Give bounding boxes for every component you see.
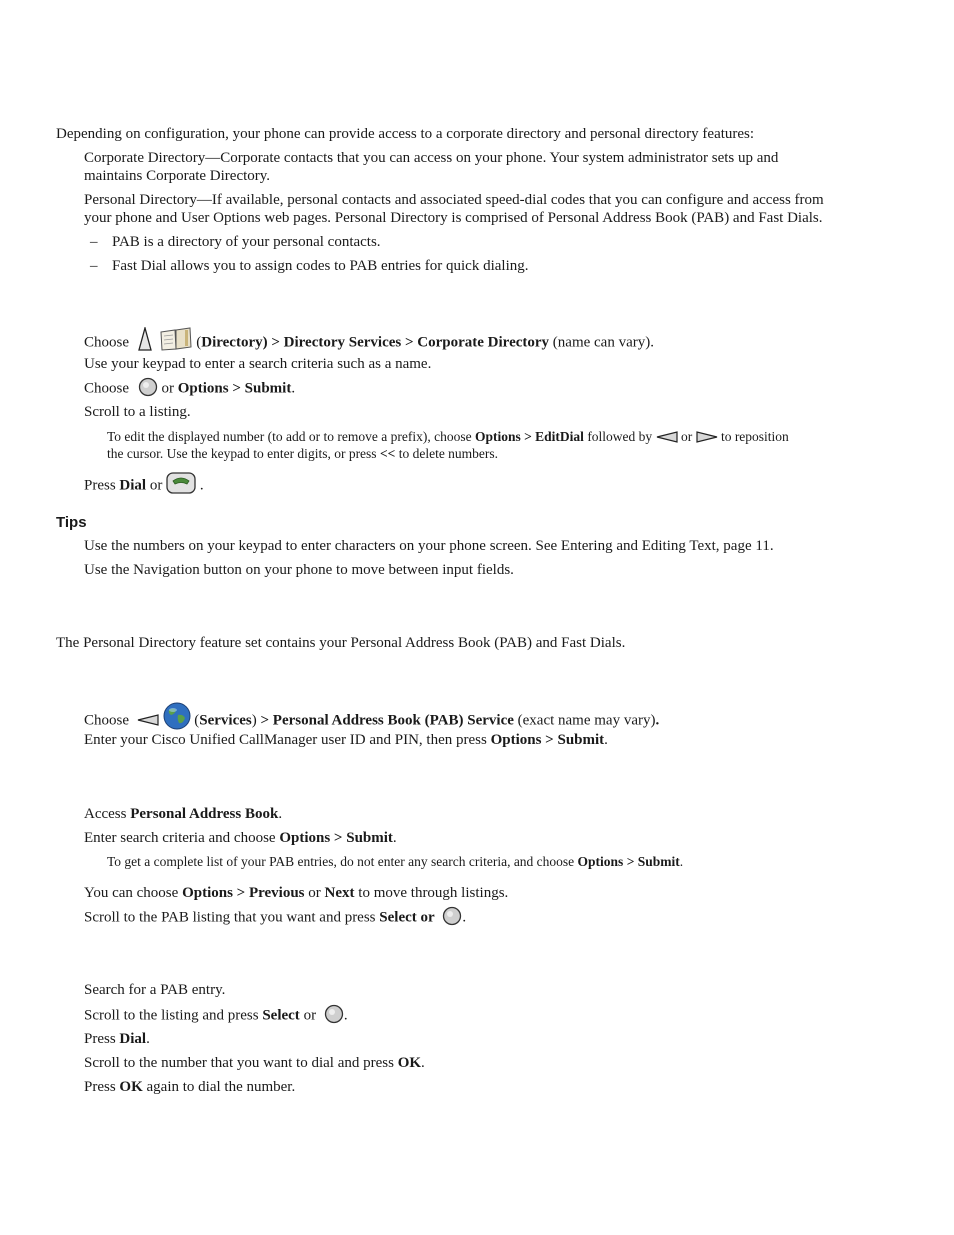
- bullet-marker: –: [90, 258, 98, 274]
- bullet-marker: –: [90, 234, 98, 250]
- select-button-icon: [138, 377, 158, 397]
- personal-directory-desc-line2: your phone and User Options web pages. Personal Directory is comprised of Personal Address Book (PAB) and Fast Dials.: [84, 210, 823, 226]
- search-step-1: Access Personal Address Book.: [84, 806, 283, 822]
- intro-paragraph: Depending on configuration, your phone can provide access to a corporate directory and personal directory features:: [56, 126, 755, 142]
- search-note: To get a complete list of your PAB entries, do not enter any search criteria, and choose Options > Submit.: [107, 854, 684, 869]
- login-step-2: Enter your Cisco Unified CallManager user ID and PIN, then press Options > Submit.: [84, 732, 608, 748]
- dial-step-2: Scroll to the listing and press Select or .: [84, 1006, 348, 1026]
- corp-step-5: Press Dial or .: [84, 475, 204, 497]
- services-globe-icon: [163, 702, 191, 730]
- select-button-icon: [442, 906, 462, 926]
- corp-step-1: Choose (Directory) > Directory Services > Corporate Directory (name can vary).: [84, 330, 654, 356]
- navigation-left-arrow-icon: [137, 714, 159, 726]
- tip-keypad: Use the numbers on your keypad to enter characters on your phone screen. See Entering and Editing Text, page 11.: [84, 538, 774, 554]
- corporate-directory-desc-line1: Corporate Directory—Corporate contacts that you can access on your phone. Your system administrator sets up and: [84, 150, 779, 166]
- dial-step-4: Scroll to the number that you want to dial and press OK.: [84, 1055, 425, 1071]
- corp-edit-note-line1: To edit the displayed number (to add or to remove a prefix), choose Options > EditDial followed by or to reposition: [107, 429, 789, 444]
- navigation-up-arrow-icon: [138, 327, 152, 351]
- tip-navigation: Use the Navigation button on your phone to move between input fields.: [84, 562, 514, 578]
- select-button-icon: [324, 1004, 344, 1024]
- corp-step-4: Scroll to a listing.: [84, 404, 191, 420]
- corp-step-2: Use your keypad to enter a search criteria such as a name.: [84, 356, 432, 372]
- directory-book-icon: [159, 326, 193, 352]
- personal-directory-desc-line1: Personal Directory—If available, personal contacts and associated speed-dial codes that you can configure and access from: [84, 192, 824, 208]
- dial-step-1: Search for a PAB entry.: [84, 982, 226, 998]
- personal-directory-intro: The Personal Directory feature set contains your Personal Address Book (PAB) and Fast Dials.: [56, 635, 626, 651]
- handset-dial-icon: [166, 472, 196, 494]
- corporate-directory-desc-line2: maintains Corporate Directory.: [84, 168, 271, 184]
- corp-edit-note-line2: the cursor. Use the keypad to enter digits, or press << to delete numbers.: [107, 446, 499, 461]
- search-step-3: You can choose Options > Previous or Next to move through listings.: [84, 885, 509, 901]
- bullet-item-pab: PAB is a directory of your personal contacts.: [112, 234, 381, 250]
- tips-heading: Tips: [56, 514, 87, 531]
- bullet-item-fast-dial: Fast Dial allows you to assign codes to PAB entries for quick dialing.: [112, 258, 529, 274]
- dial-step-3: Press Dial.: [84, 1031, 150, 1047]
- left-arrow-icon: [656, 431, 678, 443]
- search-step-4: Scroll to the PAB listing that you want and press Select or .: [84, 908, 466, 928]
- right-arrow-icon: [696, 431, 718, 443]
- login-step-1: Choose (Services) > Personal Address Book (PAB) Service (exact name may vary).: [84, 707, 659, 735]
- dial-step-5: Press OK again to dial the number.: [84, 1079, 296, 1095]
- search-step-2: Enter search criteria and choose Options > Submit.: [84, 830, 397, 846]
- corp-step-3: Choose or Options > Submit.: [84, 379, 295, 399]
